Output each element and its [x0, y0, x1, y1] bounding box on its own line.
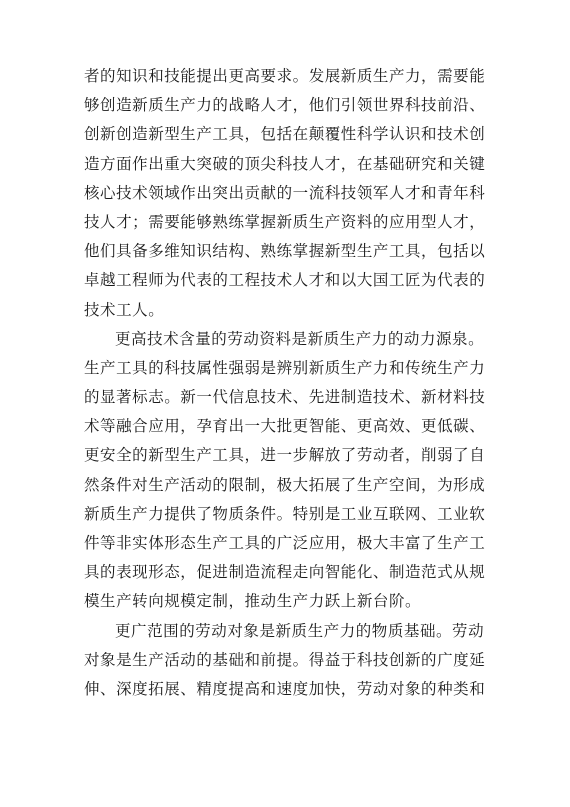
text-line: 生产工具的科技属性强弱是辨别新质生产力和传统生产力 — [84, 358, 486, 377]
text-line: 造方面作出重大突破的顶尖科技人才，在基础研究和关键 — [84, 154, 486, 173]
text-line: 新质生产力提供了物质条件。特别是工业互联网、工业软 — [84, 504, 486, 523]
text-line: 的显著标志。新一代信息技术、先进制造技术、新材料技 — [84, 388, 486, 407]
text-line: 更安全的新型生产工具，进一步解放了劳动者，削弱了自 — [84, 446, 486, 465]
text-line: 模生产转向规模定制，推动生产力跃上新台阶。 — [84, 592, 422, 611]
paragraph-first-line: 更高技术含量的劳动资料是新质生产力的动力源泉。 — [115, 329, 485, 348]
text-line: 件等非实体形态生产工具的广泛应用，极大丰富了生产工 — [84, 534, 486, 552]
text-line: 者的知识和技能提出更高要求。发展新质生产力，需要能 — [84, 67, 486, 85]
text-line: 然条件对生产活动的限制，极大拓展了生产空间，为形成 — [84, 475, 486, 494]
document-body — [84, 62, 488, 704]
text-line: 技人才；需要能够熟练掌握新质生产资料的应用型人才， — [84, 212, 486, 231]
text-line: 卓越工程师为代表的工程技术人才和以大国工匠为代表的 — [84, 271, 486, 290]
text-line: 术等融合应用，孕育出一大批更智能、更高效、更低碳、 — [84, 417, 486, 436]
text-line: 创新创造新型生产工具，包括在颠覆性科学认识和技术创 — [84, 125, 486, 144]
text-line: 伸、深度拓展、精度提高和速度加快，劳动对象的种类和 — [84, 679, 486, 698]
paragraph-first-line: 更广范围的劳动对象是新质生产力的物质基础。劳动 — [115, 621, 485, 640]
text-line: 够创造新质生产力的战略人才，他们引领世界科技前沿、 — [84, 96, 486, 115]
text-line: 技术工人。 — [84, 300, 165, 319]
text-line: 核心技术领域作出突出贡献的一流科技领军人才和青年科 — [84, 183, 486, 202]
text-line: 对象是生产活动的基础和前提。得益于科技创新的广度延 — [84, 650, 486, 669]
text-line: 他们具备多维知识结构、熟练掌握新型生产工具，包括以 — [84, 242, 486, 261]
text-line: 具的表现形态，促进制造流程走向智能化、制造范式从规 — [84, 563, 486, 582]
